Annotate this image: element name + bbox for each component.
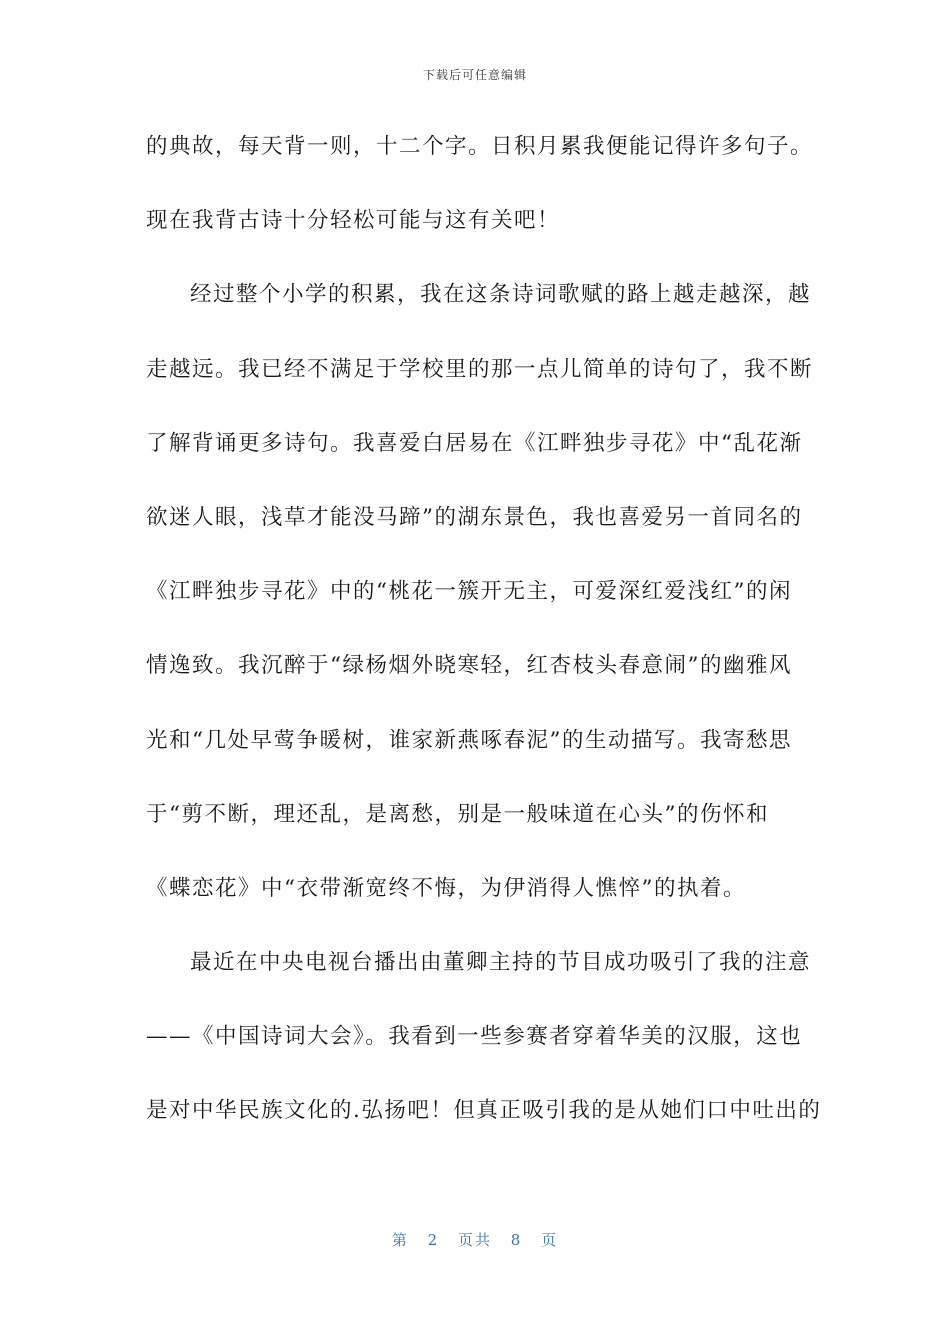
document-body (146, 128, 822, 1167)
text-line: 光和“几处早莺争暖树，谁家新燕啄春泥”的生动描写。我寄愁思 (146, 727, 792, 753)
page-number-footer: 第 2 页共 8 页 (391, 1231, 559, 1249)
text-line: 走越远。我已经不满足于学校里的那一点儿简单的诗句了，我不断 (146, 356, 814, 382)
text-line: 欲迷人眼，浅草才能没马蹄”的湖东景色，我也喜爱另一首同名的 (146, 504, 803, 530)
text-line: 《江畔独步寻花》中的“桃花一簇开无主，可爱深红爱浅红”的闲 (146, 579, 792, 605)
text-line: 是对中华民族文化的.弘扬吧！但真正吸引我的是从她们口中吐出的 (146, 1098, 822, 1124)
text-line: 《蝶恋花》中“衣带渐宽终不悔，为伊消得人憔悴”的执着。 (146, 875, 746, 901)
text-line: 了解背诵更多诗句。我喜爱白居易在《江畔独步寻花》中“乱花渐 (146, 430, 803, 456)
text-line: 情逸致。我沉醉于“绿杨烟外晓寒轻，红杏枝头春意闹”的幽雅风 (146, 653, 792, 679)
text-line: 于“剪不断，理还乱，是离愁，别是一般味道在心头”的伤怀和 (146, 801, 769, 827)
page-header: 下载后可任意编辑 (422, 68, 527, 82)
paragraph-start-line: 经过整个小学的积累，我在这条诗词歌赋的路上越走越深，越 (190, 282, 812, 308)
paragraph-start-line: 最近在中央电视台播出由董卿主持的节目成功吸引了我的注意 (190, 950, 812, 976)
text-line: 的典故，每天背一则，十二个字。日积月累我便能记得许多句子。 (146, 134, 814, 159)
text-line: 现在我背古诗十分轻松可能与这有关吧！ (146, 208, 561, 234)
text-line: ——《中国诗词大会》。我看到一些参赛者穿着华美的汉服，这也 (146, 1024, 803, 1050)
